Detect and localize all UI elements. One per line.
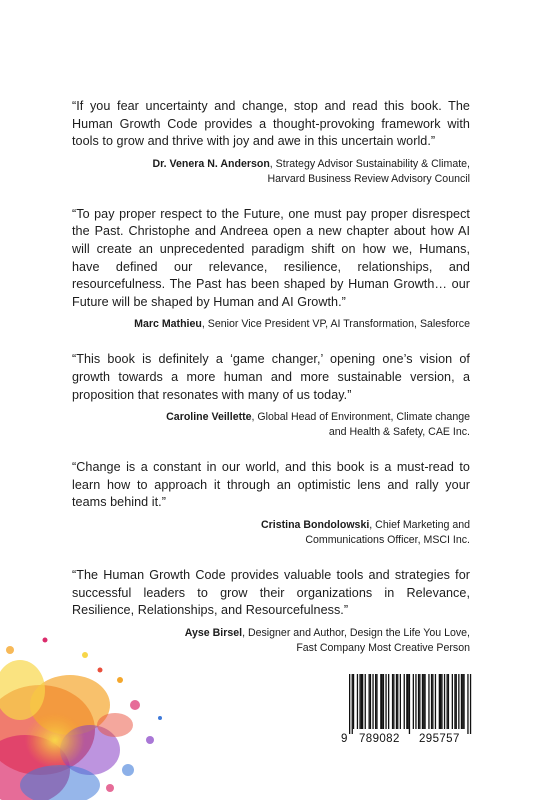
endorser-title: , Senior Vice President VP, AI Transformation, Salesforce — [201, 318, 470, 331]
endorser-title-line2: and Health & Safety, CAE Inc. — [328, 426, 470, 439]
barcode-bar — [382, 674, 383, 729]
barcode-bar — [404, 674, 405, 729]
barcode-bar — [375, 674, 376, 729]
barcode-bar — [463, 674, 464, 729]
barcode-bar — [441, 674, 442, 729]
barcode-bar — [470, 674, 471, 734]
endorser-title: , Strategy Advisor Sustainability & Climate, — [269, 157, 470, 170]
endorser-name: Caroline Veillette — [166, 411, 252, 424]
paint-splash-image — [0, 610, 190, 800]
barcode-bar — [380, 674, 381, 729]
barcode-bar — [370, 674, 371, 729]
attribution — [72, 157, 470, 187]
barcode-bar — [467, 674, 468, 734]
isbn-right-group: 295757 — [419, 733, 460, 745]
barcode-bar — [418, 674, 419, 729]
isbn-lead-digit: 9 — [341, 733, 348, 745]
endorsement-1 — [72, 98, 470, 187]
barcode-bar — [454, 674, 455, 729]
isbn-barcode — [335, 672, 479, 752]
endorser-name: Cristina Bondolowski — [260, 518, 370, 531]
barcode-bar — [385, 674, 386, 729]
isbn-left-group: 789082 — [359, 733, 400, 745]
barcode-bar — [369, 674, 370, 729]
barcode-bar — [365, 674, 366, 729]
barcode-bar — [447, 674, 448, 729]
barcode-bar — [422, 674, 423, 729]
barcode-bar — [415, 674, 416, 729]
attribution — [72, 518, 470, 548]
barcode-bar — [428, 674, 429, 729]
barcode-bar — [392, 674, 393, 729]
quote-text: “To pay proper respect to the Future, one must pay proper disrespect the Past. Christophe and Andreea open a new chapter about how AI will create an unprecedented paradigm shift on how we, Humans, have defined our relevance, resilience, relationships, and resourcefulness. The Past has been shaped by Human Growth… our Future will be shaped by Human and AI Growth.” — [72, 206, 470, 309]
quote-text: “If you fear uncertainty and change, stop and read this book. The Human Growth Code provides a thought-provoking framework with tools to grow and thrive with joy and awe in this uncertain world.” — [72, 99, 470, 149]
barcode-bar — [444, 674, 445, 729]
endorsement-4 — [72, 459, 470, 548]
barcode-bar — [419, 674, 420, 729]
barcode-bar — [413, 674, 414, 729]
barcode-bar — [393, 674, 394, 729]
quote-text: “Change is a constant in our world, and this book is a must-read to learn how to approach it through an optimistic lens and rally your teams behind it.” — [72, 460, 470, 510]
barcode-bar — [376, 674, 377, 729]
barcode-bar — [359, 674, 360, 729]
barcode-bar — [461, 674, 462, 729]
barcode-bars — [335, 672, 479, 734]
barcode-bar — [357, 674, 358, 729]
barcode-bar — [432, 674, 433, 729]
barcode-bar — [452, 674, 453, 729]
barcode-bar — [435, 674, 436, 729]
endorser-title-line2: Communications Officer, MSCI Inc. — [305, 533, 470, 546]
barcode-bar — [397, 674, 398, 729]
barcode-bar — [408, 674, 409, 729]
endorser-title: , Global Head of Environment, Climate change — [251, 411, 470, 424]
barcode-bar — [362, 674, 363, 729]
endorsement-3 — [72, 351, 470, 440]
barcode-bar — [372, 674, 373, 729]
endorser-name: Dr. Venera N. Anderson — [152, 157, 270, 170]
barcode-bar — [396, 674, 397, 729]
barcode-bar — [423, 674, 424, 729]
barcode-bar — [439, 674, 440, 729]
barcode-bar — [361, 674, 362, 729]
attribution — [72, 317, 470, 332]
endorser-name: Marc Mathieu — [134, 318, 202, 331]
barcode-bar — [440, 674, 441, 729]
barcode-bar — [383, 674, 384, 729]
attribution — [72, 410, 470, 440]
barcode-bar — [409, 674, 410, 734]
barcode-bar — [431, 674, 432, 729]
quote-text: “The Human Growth Code provides valuable tools and strategies for successful leaders to grow their organizations in Relevance, Resilience, Relationships, and Resourcefulness.” — [72, 567, 470, 618]
endorser-title-line2: Fast Company Most Creative Person — [296, 641, 470, 654]
endorser-title-line2: Harvard Business Review Advisory Council — [267, 172, 470, 185]
endorser-name: Ayse Birsel — [184, 626, 243, 639]
barcode-bar — [462, 674, 463, 729]
endorser-title: , Designer and Author, Design the Life You Love, — [242, 626, 470, 639]
barcode-bar — [424, 674, 425, 729]
barcode-bar — [349, 674, 350, 734]
barcode-bar — [352, 674, 353, 734]
barcode-bar — [388, 674, 389, 729]
endorsement-2 — [72, 206, 470, 333]
endorser-title: , Chief Marketing and — [369, 518, 470, 531]
endorsements — [72, 98, 470, 675]
barcode-bar — [406, 674, 407, 729]
barcode-bar — [400, 674, 401, 729]
barcode-bar — [353, 674, 354, 729]
barcode-bar — [458, 674, 459, 729]
barcode-bar — [448, 674, 449, 729]
quote-text: “This book is definitely a ‘game changer,’ opening one’s vision of growth towards a more human and more sustainable version, a proposition that resonates with many of us today.” — [72, 352, 470, 402]
barcode-bar — [456, 674, 457, 729]
